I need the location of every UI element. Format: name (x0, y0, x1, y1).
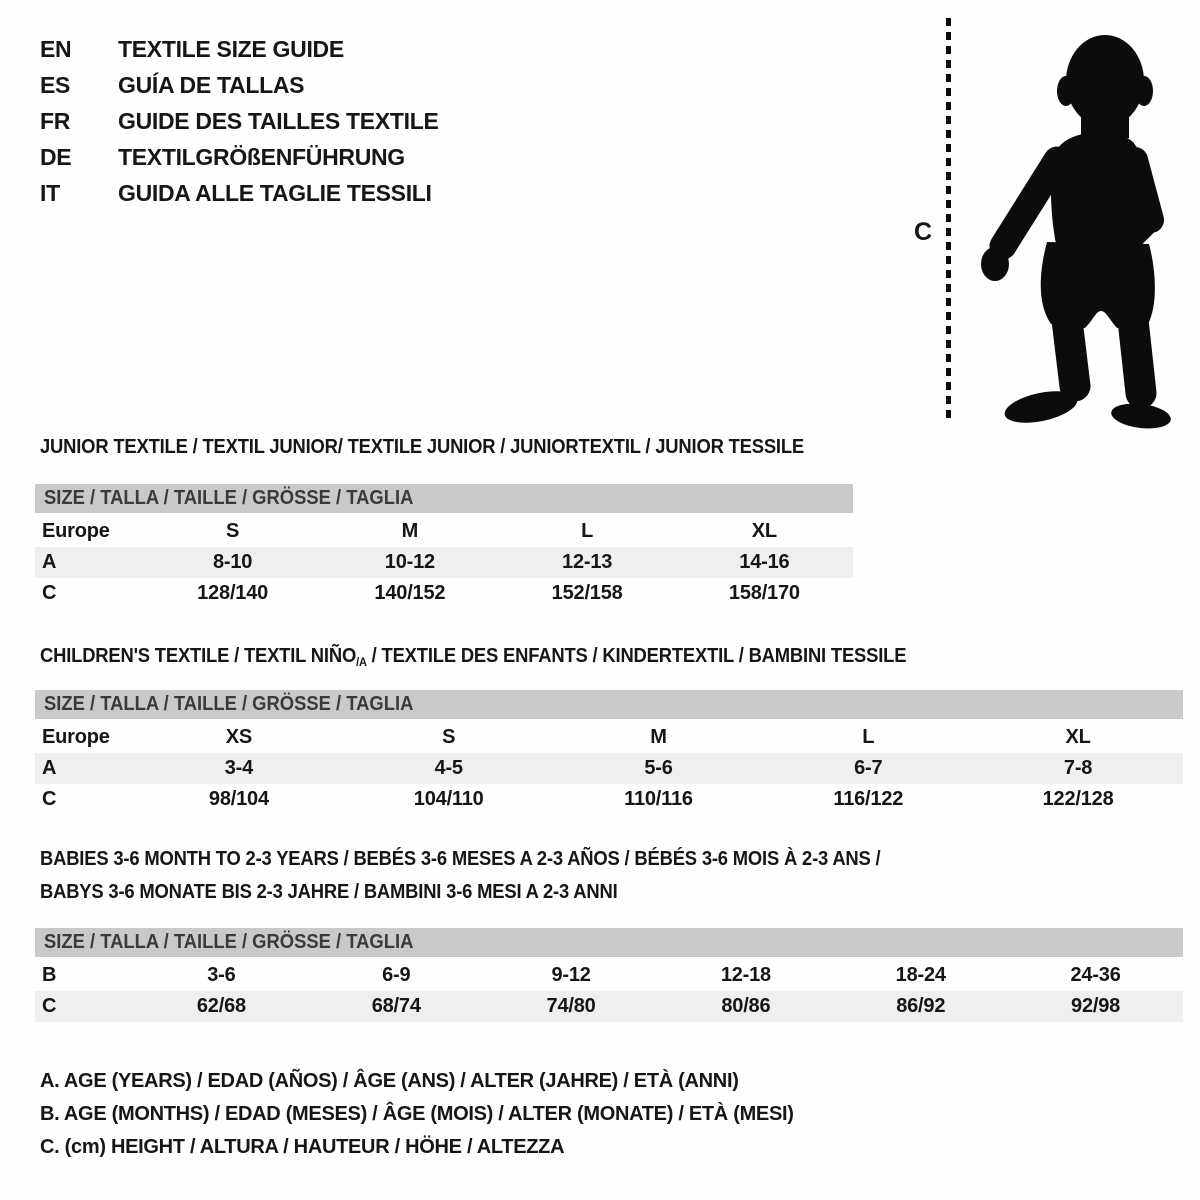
language-row-de (40, 139, 439, 175)
table-row (35, 960, 1183, 991)
size-value: S (226, 520, 240, 542)
size-header-bar (35, 928, 1183, 957)
size-value: M (401, 520, 419, 542)
size-value: 6-7 (854, 757, 883, 779)
table-row (35, 722, 1183, 753)
size-value: 62/68 (196, 995, 246, 1017)
size-value: 68/74 (371, 995, 421, 1017)
note-age-years: A. AGE (YEARS) / EDAD (AÑOS) / ÂGE (ANS) / ALTER (JAHRE) / ETÀ (ANNI) (40, 1070, 739, 1092)
row-label: Europe (42, 726, 110, 748)
size-value: 152/158 (551, 582, 623, 604)
language-row-es (40, 67, 439, 103)
children-table-body (35, 722, 1183, 815)
size-value: 5-6 (644, 757, 673, 779)
children-section-heading (40, 644, 982, 670)
size-value: 24-36 (1070, 964, 1121, 986)
language-code: ES (40, 71, 71, 98)
junior-size-table (35, 484, 853, 609)
table-row (35, 753, 1183, 784)
language-row-it (40, 175, 439, 211)
babies-table-body (35, 960, 1183, 1022)
size-header-bar (35, 484, 853, 513)
row-label: A (42, 757, 57, 779)
size-value: 80/86 (721, 995, 771, 1017)
language-title: GUIDE DES TAILLES TEXTILE (118, 107, 439, 134)
size-value: 6-9 (382, 964, 411, 986)
size-value: XL (1065, 726, 1091, 748)
size-value: 12-13 (562, 551, 613, 573)
size-value: 10-12 (384, 551, 435, 573)
language-title: GUIDA ALLE TAGLIE TESSILI (118, 179, 432, 206)
size-header-label: SIZE / TALLA / TAILLE / GRÖSSE / TAGLIA (44, 487, 414, 509)
size-header-label: SIZE / TALLA / TAILLE / GRÖSSE / TAGLIA (44, 931, 414, 953)
size-value: 140/152 (374, 582, 446, 604)
language-header (40, 31, 439, 211)
size-value: 8-10 (213, 551, 253, 573)
table-row (35, 516, 853, 547)
size-value: 104/110 (413, 788, 484, 810)
children-heading-prefix: CHILDREN'S TEXTILE / TEXTIL NIÑO (40, 645, 357, 667)
row-label: Europe (42, 520, 110, 542)
size-value: 116/122 (833, 788, 904, 810)
language-title: TEXTILGRÖßENFÜHRUNG (118, 143, 405, 170)
height-measure-label: C (914, 218, 933, 246)
size-value: 128/140 (197, 582, 269, 604)
size-value: L (581, 520, 594, 542)
size-value: 158/170 (728, 582, 800, 604)
size-value: 7-8 (1063, 757, 1093, 779)
table-row (35, 784, 1183, 815)
size-value: XS (225, 726, 253, 748)
row-label: B (42, 964, 57, 986)
language-code: DE (40, 143, 72, 170)
size-header-bar (35, 690, 1183, 719)
size-value: 14-16 (739, 551, 790, 573)
size-value: M (650, 726, 667, 748)
size-value: XL (751, 520, 777, 542)
size-value: 122/128 (1042, 788, 1114, 810)
size-value: 74/80 (546, 995, 596, 1017)
language-title: GUÍA DE TALLAS (118, 71, 305, 98)
language-code: EN (40, 35, 72, 62)
junior-section-heading (40, 435, 870, 459)
size-value: 12-18 (720, 964, 771, 986)
language-row-en (40, 31, 439, 67)
table-row (35, 991, 1183, 1022)
language-code: IT (40, 179, 60, 206)
babies-size-table (35, 928, 1183, 1022)
babies-section-heading-line1 (40, 847, 954, 871)
children-heading-suffix: / TEXTILE DES ENFANTS / KINDERTEXTIL / BAMBINI TESSILE (366, 645, 907, 667)
row-label: A (42, 551, 57, 573)
height-measure-dashed-line (946, 18, 951, 418)
note-age-months: B. AGE (MONTHS) / EDAD (MESES) / ÂGE (MOIS) / ALTER (MONATE) / ETÀ (MESI) (40, 1103, 794, 1125)
size-value: 9-12 (551, 964, 591, 986)
row-label: C (42, 995, 57, 1017)
babies-section-heading-line2 (40, 880, 668, 904)
size-value: 18-24 (895, 964, 946, 986)
row-label: C (42, 788, 57, 810)
junior-table-body (35, 516, 853, 609)
note-height-cm: C. (cm) HEIGHT / ALTURA / HAUTEUR / HÖHE / ALTEZZA (40, 1136, 565, 1158)
size-value: L (862, 726, 875, 748)
size-value: S (442, 726, 456, 748)
size-value: 3-4 (224, 757, 254, 779)
size-value: 86/92 (896, 995, 946, 1017)
junior-heading-text: JUNIOR TEXTILE / TEXTIL JUNIOR/ TEXTILE JUNIOR / JUNIORTEXTIL / JUNIOR TESSILE (40, 436, 805, 458)
table-row (35, 547, 853, 578)
row-label: C (42, 582, 57, 604)
children-heading-text (40, 644, 906, 670)
language-title: TEXTILE SIZE GUIDE (118, 35, 344, 62)
toddler-silhouette-icon (953, 18, 1200, 430)
language-row-fr (40, 103, 439, 139)
language-code: FR (40, 107, 71, 134)
size-header-label: SIZE / TALLA / TAILLE / GRÖSSE / TAGLIA (44, 693, 414, 715)
size-value: 110/116 (624, 788, 693, 810)
babies-heading-line1-text: BABIES 3-6 MONTH TO 2-3 YEARS / BEBÉS 3-6 MESES A 2-3 AÑOS / BÉBÉS 3-6 MOIS À 2-3 ANS / (40, 848, 881, 870)
size-value: 98/104 (208, 788, 269, 810)
table-row (35, 578, 853, 609)
size-value: 4-5 (434, 757, 463, 779)
children-heading-subscript: /A (356, 655, 367, 669)
children-size-table (35, 690, 1183, 815)
babies-heading-line2-text: BABYS 3-6 MONATE BIS 2-3 JAHRE / BAMBINI 3-6 MESI A 2-3 ANNI (40, 881, 618, 903)
size-value: 92/98 (1071, 995, 1121, 1017)
size-value: 3-6 (207, 964, 236, 986)
